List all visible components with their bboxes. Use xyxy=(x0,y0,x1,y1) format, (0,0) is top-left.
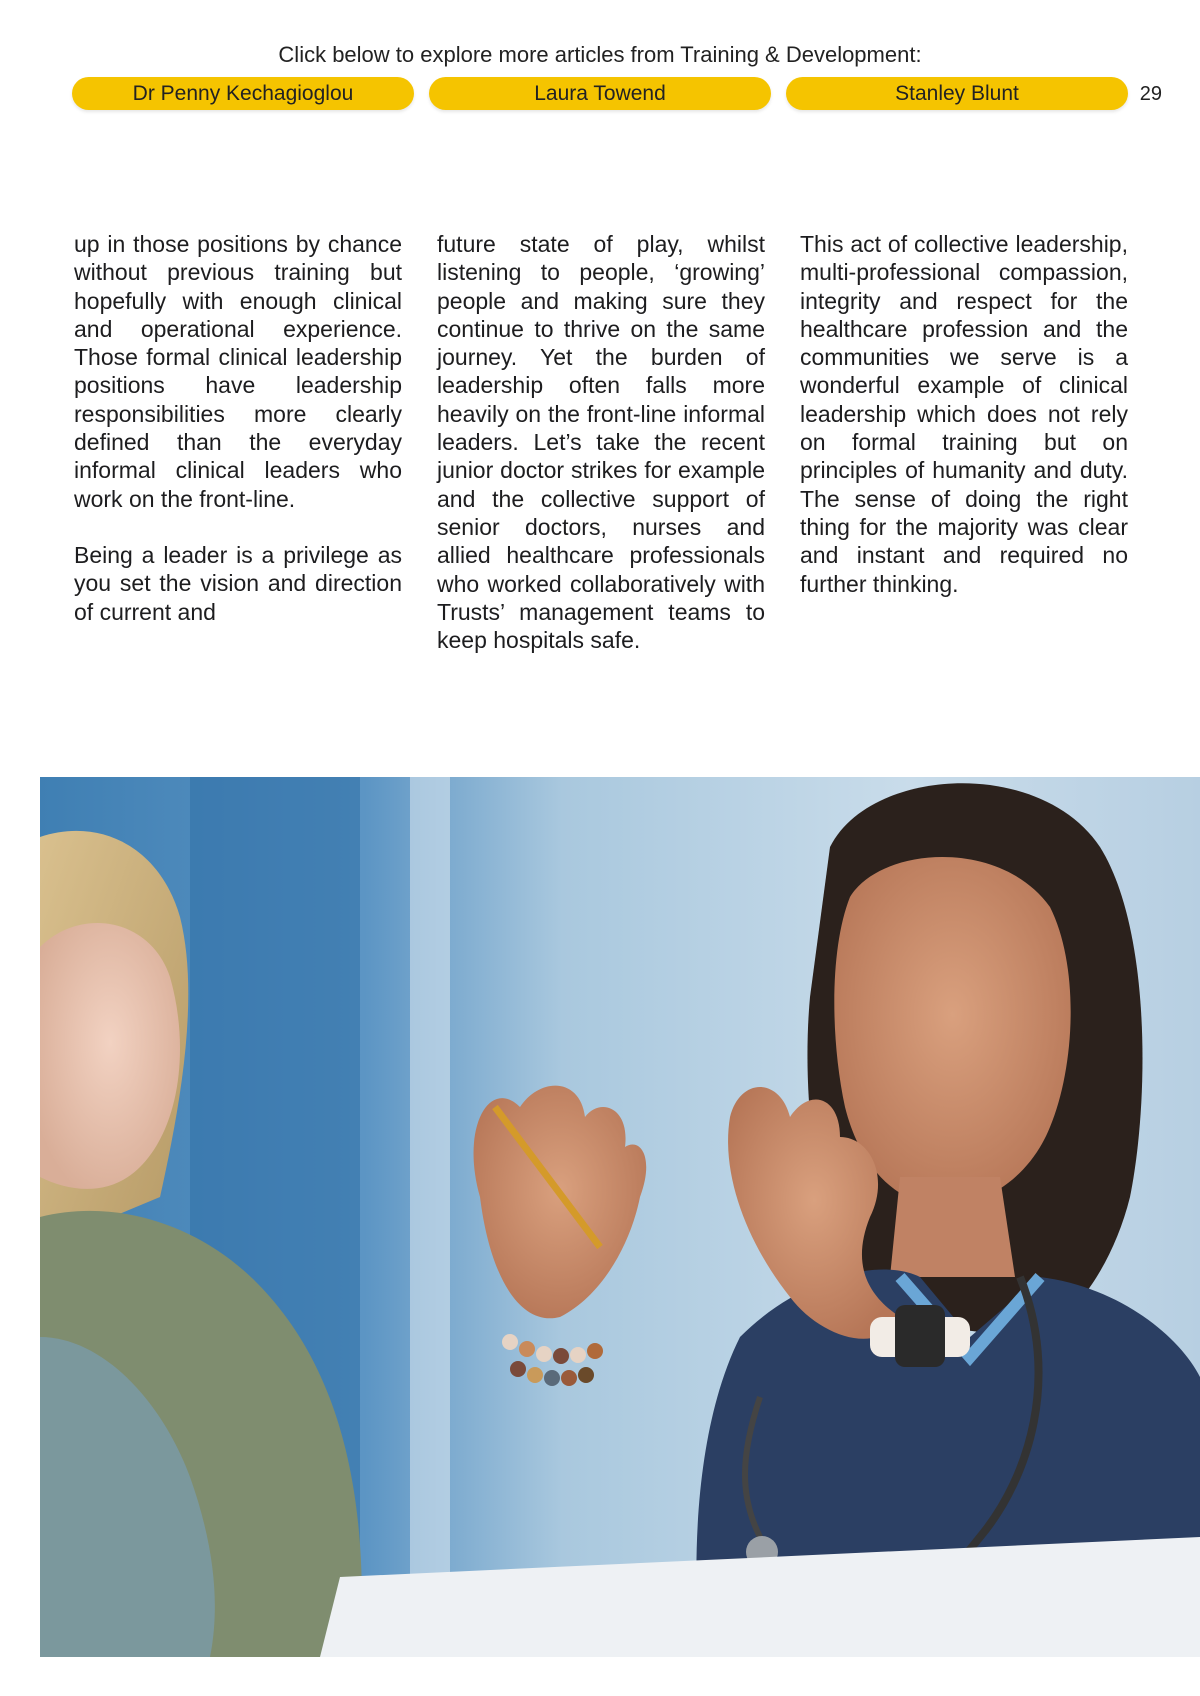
related-articles-nav xyxy=(72,77,1128,110)
paragraph: up in those positions by chance without previous training but hopefully with enough clinical and operational experience. Those formal clinical leadership positions have leadership responsibilities more clearly defined than the everyday informal clinical leaders who work on the front-line. xyxy=(74,231,402,512)
paragraph: future state of play, whilst listening to people, ‘growing’ people and making sure they continue to thrive on the same journey. Yet the burden of leadership often falls more heavily on the front-line informal leaders. Let’s take the recent junior doctor strikes for example and the collective support of senior doctors, nurses and allied healthcare professionals who worked collaboratively with Trusts’ management teams to keep hospitals safe. xyxy=(437,231,765,654)
article-column-1 xyxy=(74,230,402,654)
watch-face xyxy=(895,1305,945,1367)
window-frame xyxy=(410,777,450,1657)
article-body xyxy=(74,230,1128,654)
article-photo xyxy=(40,777,1200,1657)
article-link-laura-towend[interactable]: Laura Towend xyxy=(429,77,771,110)
article-column-3 xyxy=(800,230,1128,654)
paragraph: Being a leader is a privilege as you set the vision and direction of current and xyxy=(74,541,402,625)
page-number: 29 xyxy=(1139,83,1162,105)
article-column-2 xyxy=(437,230,765,654)
right-person-neck xyxy=(890,1177,1015,1277)
article-link-stanley-blunt[interactable]: Stanley Blunt xyxy=(786,77,1128,110)
photo-illustration xyxy=(40,777,1200,1657)
paragraph: This act of collective leadership, multi-professional compassion, integrity and respect for the healthcare profession and the communities we serve is a wonderful example of clinical leadership which does not rely on formal training but on principles of humanity and duty. The sense of doing the right thing for the majority was clear and instant and required no further thinking. xyxy=(800,231,1128,597)
explore-header: Click below to explore more articles from Training & Development: xyxy=(278,42,922,67)
article-link-penny-kechagioglou[interactable]: Dr Penny Kechagioglou xyxy=(72,77,414,110)
